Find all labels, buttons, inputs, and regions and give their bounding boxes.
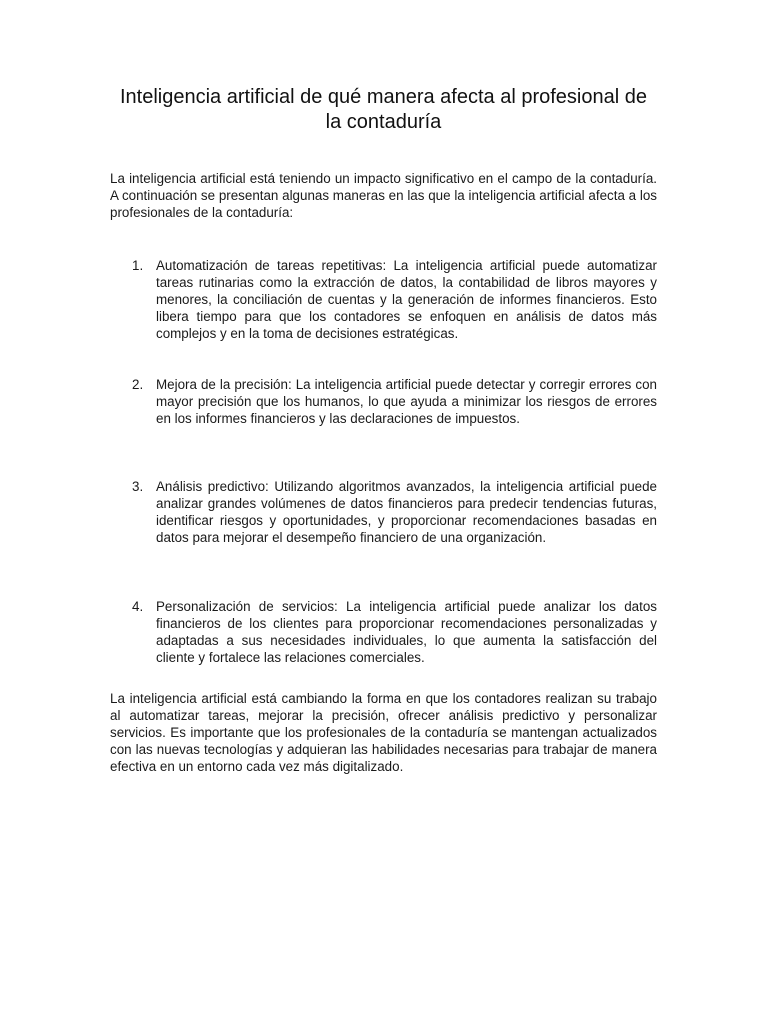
list-item-text: Automatización de tareas repetitivas: La inteligencia artificial puede automatizar tareas rutinarias como la extracción de datos, la contabilidad de libros mayores y menores, la conciliación de cuentas y la generación de informes financieros. Esto libera tiempo para que los contadores se enfoquen en análisis de datos más complejos y en la toma de decisiones estratégicas. <box>156 258 657 341</box>
list-item-text: Análisis predictivo: Utilizando algoritmos avanzados, la inteligencia artificial puede analizar grandes volúmenes de datos financieros para predecir tendencias futuras, identificar riesgos y oportunidades, y proporcionar recomendaciones basadas en datos para mejorar el desempeño financiero de una organización. <box>156 479 657 545</box>
intro-paragraph: La inteligencia artificial está teniendo un impacto significativo en el campo de la contaduría. A continuación se presentan algunas maneras en las que la inteligencia artificial afecta a los profesionales de la contaduría: <box>110 171 657 220</box>
list-item-number: 3. <box>132 479 144 494</box>
list-item-text: Mejora de la precisión: La inteligencia artificial puede detectar y corregir errores con mayor precisión que los humanos, lo que ayuda a minimizar los riesgos de errores en los informes financieros y las declaraciones de impuestos. <box>156 377 657 426</box>
list-item-number: 1. <box>132 258 144 273</box>
list-item-text: Personalización de servicios: La inteligencia artificial puede analizar los datos financieros de los clientes para proporcionar recomendaciones personalizadas y adaptadas a sus necesidades individuales, lo que aumenta la satisfacción del cliente y fortalece las relaciones comerciales. <box>156 599 657 665</box>
list-item <box>110 478 657 546</box>
list-item-number: 2. <box>132 377 144 392</box>
list-item <box>110 257 657 342</box>
document-title: Inteligencia artificial de qué manera afecta al profesional de la contaduría <box>120 86 647 133</box>
list-item <box>110 376 657 427</box>
list-item-number: 4. <box>132 599 144 614</box>
list-item <box>110 598 657 666</box>
conclusion-paragraph: La inteligencia artificial está cambiando la forma en que los contadores realizan su trabajo al automatizar tareas, mejorar la precisión, ofrecer análisis predictivo y personalizar servicios. Es importante que los profesionales de la contaduría se mantengan actualizados con las nuevas tecnologías y adquieran las habilidades necesarias para trabajar de manera efectiva en un entorno cada vez más digitalizado. <box>110 691 657 774</box>
